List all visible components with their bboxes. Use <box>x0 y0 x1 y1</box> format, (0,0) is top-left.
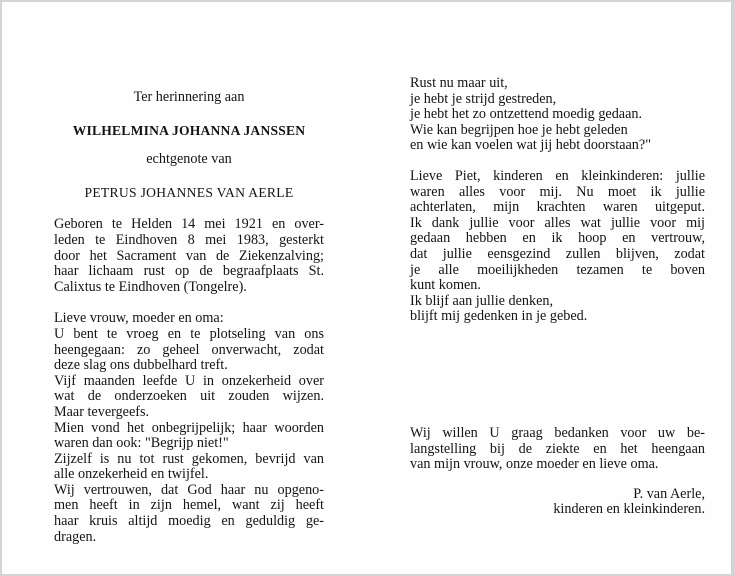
text-line: dragen. <box>54 528 97 545</box>
signature-subline: kinderen en kleinkinderen. <box>553 501 705 518</box>
thanks-line: langstelling bij de ziekte en het heengaan <box>410 440 705 457</box>
text-line: men heeft in zijn hemel, want zij heeft <box>54 497 324 514</box>
message-line: gedaan hebben en ik hoop en vertrouw, <box>410 230 705 247</box>
message-line: waren alles voor mij. Nu moet ik jullie <box>410 183 705 200</box>
text-line: heengegaan: zo geheel onverwacht, zodat <box>54 341 324 358</box>
bio-line: Geboren te Helden 14 mei 1921 en over- <box>54 216 324 233</box>
bio-line: Calixtus te Eindhoven (Tongelre). <box>54 278 247 295</box>
message-line: dat jullie eensgezind zullen blijven, zodat <box>410 245 705 262</box>
poem <box>410 76 705 154</box>
message-line: Ik dank jullie voor alles wat jullie voor mij <box>410 214 705 231</box>
thanks-paragraph <box>410 426 705 473</box>
farewell-paragraph <box>54 311 324 545</box>
spouse-label: echtgenote van <box>146 151 232 168</box>
deceased-name: WILHELMINA JOHANNA JANSSEN <box>72 122 306 138</box>
memorial-card <box>2 2 732 574</box>
spouse-name: PETRUS JOHANNES VAN AERLE <box>84 184 294 200</box>
text-line: haar kruis altijd moedig en geduldig ge- <box>54 513 324 530</box>
signature: P. van Aerle, <box>633 485 705 502</box>
poem-line: je hebt je strijd gestreden, <box>410 90 557 107</box>
message-line: kunt komen. <box>410 277 481 294</box>
bio-line: leden te Eindhoven 8 mei 1983, gesterkt <box>54 231 324 248</box>
thanks-line: Wij willen U graag bedanken voor uw be- <box>410 424 705 441</box>
message-line: achterlaten, mijn krachten waren uitgeput. <box>410 199 705 216</box>
text-line: Maar tevergeefs. <box>54 403 150 420</box>
message-paragraph <box>410 169 705 325</box>
text-line: Lieve vrouw, moeder en oma: <box>54 310 224 327</box>
text-line: U bent te vroeg en te plotseling van ons <box>54 325 324 342</box>
poem-line: je hebt het zo ontzettend moedig gedaan. <box>410 106 643 123</box>
text-line: Mien vond het onbegrijpelijk; haar woorden <box>54 419 324 436</box>
text-line: deze slag ons dubbelhard treft. <box>54 357 228 374</box>
text-line: wat de onderzoeken uit zouden wijzen. <box>54 388 324 405</box>
message-line: je alle moeilijkheden tezamen te boven <box>410 261 705 278</box>
message-line: blijft mij gedenken in je gebed. <box>410 308 588 325</box>
message-line: Ik blijf aan jullie denken, <box>410 292 554 309</box>
thanks-line: van mijn vrouw, onze moeder en lieve oma. <box>410 456 659 473</box>
intro-line: Ter herinnering aan <box>133 89 245 105</box>
bio-line: haar lichaam rust op de begraafplaats St. <box>54 263 324 280</box>
bio-paragraph <box>54 217 324 295</box>
text-line: Vijf maanden leefde U in onzekerheid over <box>54 372 324 389</box>
poem-line: Rust nu maar uit, <box>410 75 508 91</box>
text-line: Zijzelf is nu tot rust gekomen, bevrijd van <box>54 450 324 467</box>
poem-line: Wie kan begrijpen hoe je hebt geleden <box>410 121 628 138</box>
text-line: Wij vertrouwen, dat God haar nu opgeno- <box>54 481 324 498</box>
message-line: Lieve Piet, kinderen en kleinkinderen: jullie <box>410 167 705 184</box>
right-panel <box>410 76 705 518</box>
card-fold <box>369 2 370 574</box>
left-panel <box>54 90 324 545</box>
bio-line: door het Sacrament van de Ziekenzalving; <box>54 247 324 264</box>
text-line: waren dan ook: "Begrijp niet!" <box>54 435 229 452</box>
poem-line: en wie kan voelen wat jij hebt doorstaan?" <box>410 137 651 154</box>
text-line: alle onzekerheid en twijfel. <box>54 466 209 483</box>
